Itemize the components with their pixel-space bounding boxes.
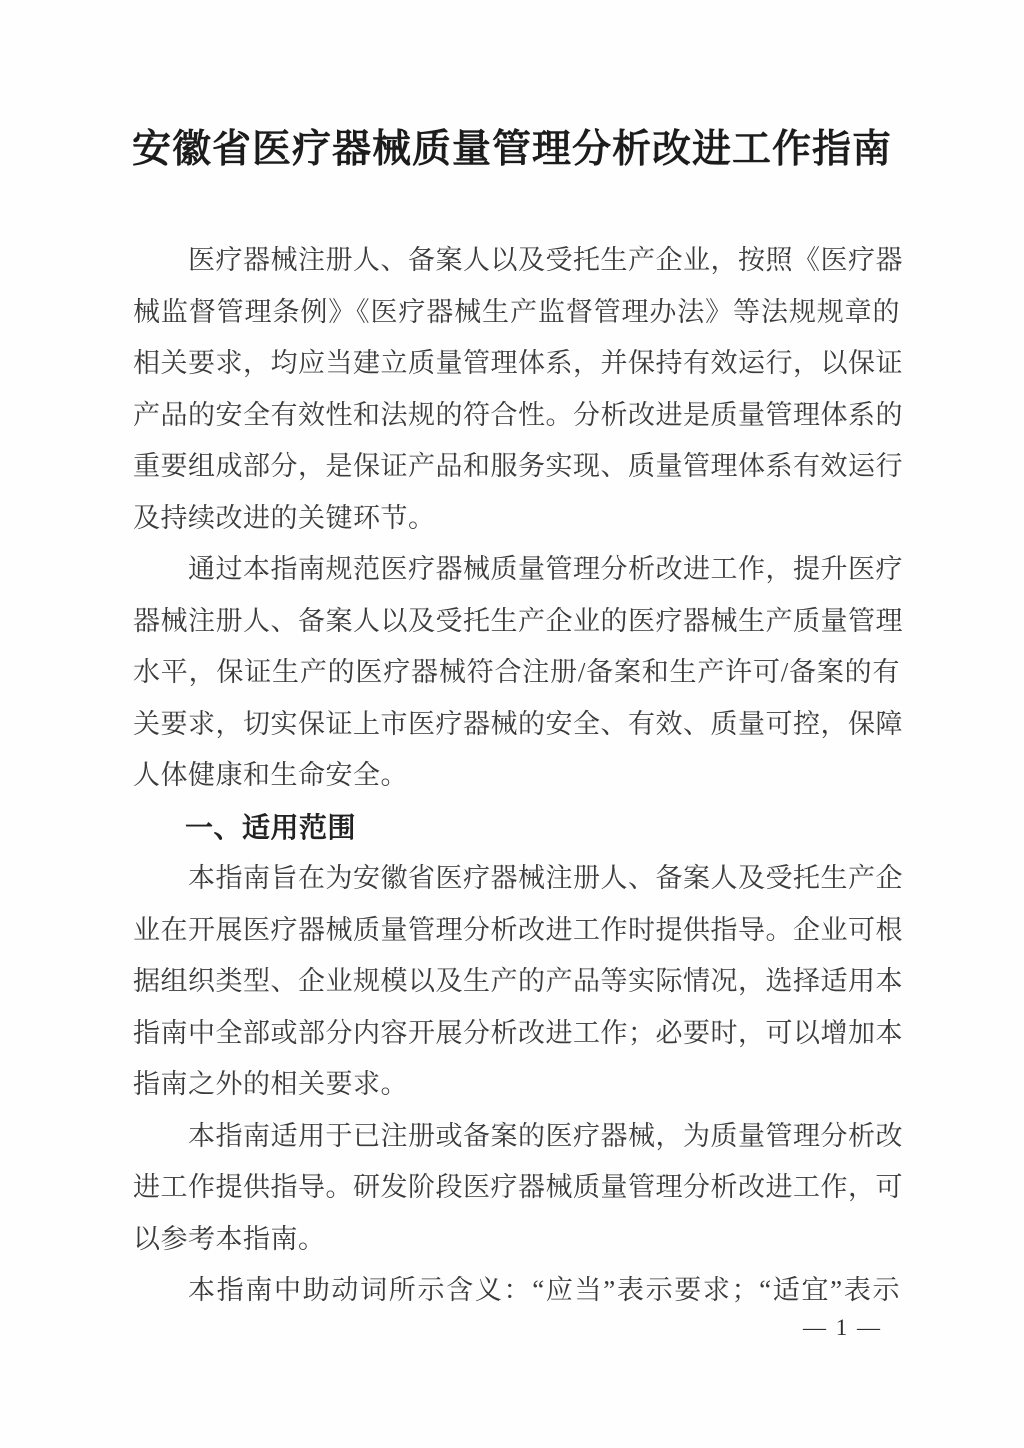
text-line: 本指南适用于已注册或备案的医疗器械，为质量管理分析改 — [188, 1120, 903, 1151]
text-line: 医疗器械注册人、备案人以及受托生产企业，按照《医疗器 — [188, 245, 903, 275]
text-line: 器械注册人、备案人以及受托生产企业的医疗器械生产质量管理 — [133, 605, 903, 636]
text-line: 本指南中助动词所示含义：“应当”表示要求；“适宜”表示 — [188, 1275, 900, 1305]
text-line: 械监督管理条例》《医疗器械生产监督管理办法》等法规规章的 — [133, 296, 900, 327]
text-line: 水平，保证生产的医疗器械符合注册/备案和生产许可/备案的有 — [133, 657, 900, 687]
text-line: 以参考本指南。 — [133, 1223, 326, 1254]
section-heading: 一、适用范围 — [185, 811, 357, 843]
text-line: 关要求，切实保证上市医疗器械的安全、有效、质量可控，保障 — [133, 708, 903, 739]
text-line: 业在开展医疗器械质量管理分析改进工作时提供指导。企业可根 — [133, 914, 903, 945]
text-line: 通过本指南规范医疗器械质量管理分析改进工作，提升医疗 — [188, 554, 903, 584]
text-line: 人体健康和生命安全。 — [133, 760, 408, 790]
text-line: 相关要求，均应当建立质量管理体系，并保持有效运行，以保证 — [133, 348, 903, 378]
text-line: 本指南旨在为安徽省医疗器械注册人、备案人及受托生产企 — [188, 863, 903, 893]
text-line: 产品的安全有效性和法规的符合性。分析改进是质量管理体系的 — [133, 399, 903, 430]
document-title: 安徽省医疗器械质量管理分析改进工作指南 — [131, 128, 892, 171]
text-line: 重要组成部分，是保证产品和服务实现、质量管理体系有效运行 — [133, 451, 903, 481]
page-number: — 1 — — [803, 1315, 882, 1340]
document-body — [133, 235, 903, 1317]
text-line: 指南之外的相关要求。 — [133, 1069, 408, 1099]
text-line: 进工作提供指导。研发阶段医疗器械质量管理分析改进工作，可 — [133, 1172, 903, 1202]
text-line: 及持续改进的关键环节。 — [133, 502, 436, 533]
text-line: 据组织类型、企业规模以及生产的产品等实际情况，选择适用本 — [133, 966, 903, 996]
text-line: 指南中全部或部分内容开展分析改进工作；必要时，可以增加本 — [133, 1017, 903, 1048]
